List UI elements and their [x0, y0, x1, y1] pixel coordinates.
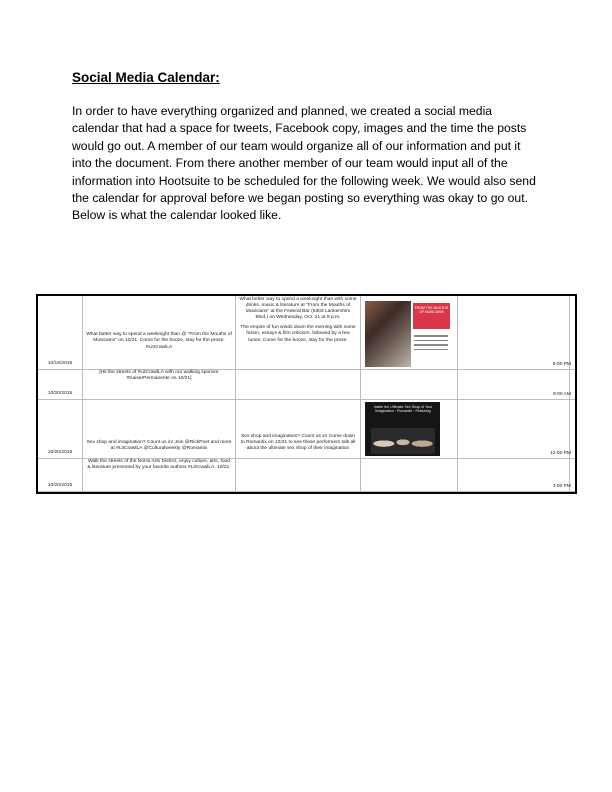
poster-title-block: FROM THE MOUTHS OF MUSICIANS	[413, 303, 450, 329]
time-label: 3:00 PM	[552, 484, 571, 489]
time-label: 12:00 PM	[550, 451, 571, 456]
image-cell	[361, 458, 458, 491]
table-row	[38, 296, 575, 370]
tweet-text: Walk the streets of the NoHo Arts District, enjoy culture, arts, food & literature presented by your favorite authors #LitCrawlLA, 10/21.	[87, 459, 231, 471]
empty-cell	[458, 399, 570, 458]
page-heading: Social Media Calendar:	[72, 70, 220, 85]
facebook-text: The empire of fun winds down the evening with some fiction, essays & film criticism, followed by a few tunes. Come for the booze, stay for the prose.	[240, 325, 356, 343]
tweet-cell	[83, 399, 236, 458]
date-cell: 10/20/2015	[38, 458, 83, 491]
tweet-cell	[83, 296, 236, 369]
table-row	[38, 369, 575, 400]
time-cell	[570, 458, 579, 491]
tweet-text: What better way to spend a weeknight than @ "From the Mouths of Musicians" on 10/21. Come for the booze, stay for the prose. #LitCrawlLA	[86, 332, 232, 350]
date-cell: 10/20/2015	[38, 399, 83, 458]
romantix-poster-image	[365, 402, 440, 456]
musicians-poster-image	[365, 301, 451, 367]
musician-photo	[365, 301, 411, 367]
facebook-text: What better way to spend a weeknight than with some drinks, music & literature at "From the Mouths of Musicians" at the Federal Bar (5303 Lankershim Blvd.) on Wednesday, Oct. 21 at 9 p.m.	[239, 297, 357, 321]
image-cell	[361, 369, 458, 399]
facebook-cell	[236, 369, 361, 399]
poster-text-lines	[414, 335, 448, 353]
intro-paragraph: In order to have everything organized and planned, we created a social media calendar that had a space for tweets, Facebook copy, images and the time the posts would go out. A member of our team would organize all of our information and put it into the document. From there another member of our team would input all of the information into Hootsuite to be scheduled for the following week. We would also send the calendar for approval before we began posting so everything was okay to go out. Below is what the calendar looked like.	[72, 104, 536, 223]
empty-cell	[458, 296, 570, 369]
tweet-cell	[83, 458, 236, 491]
facebook-cell	[236, 458, 361, 491]
performers-photo	[371, 428, 435, 454]
facebook-cell	[236, 399, 361, 458]
tweet-cell	[83, 369, 236, 399]
time-label: 6:00 PM	[552, 362, 571, 367]
tweet-text: Sex shop and imagination? Count us in! Join @RickPoet and more at #LitCrawlLA @Culturalweekly @Romantix	[86, 439, 232, 451]
time-cell	[570, 296, 579, 369]
time-cell	[570, 369, 579, 399]
table-row	[38, 458, 575, 492]
poster-title: Inside the Ultimate Sex Shop of Your Imagination · Romantix · Featuring	[373, 405, 433, 414]
facebook-cell	[236, 296, 361, 369]
time-cell	[570, 399, 579, 458]
date-cell: 10/19/2015	[38, 296, 83, 369]
tweet-text: [Hit the streets of #LitCrawlLA with our walking sponsor #KaiserPermanente on 10/21]	[99, 370, 219, 382]
facebook-text: Sex shop and imagination? Count us in! Come down to Romantix on 10/21 to see these performers talk all about the ultimate sex shop of their imagination	[240, 433, 356, 451]
social-media-calendar-table	[36, 294, 577, 494]
table-row	[38, 399, 575, 459]
time-label: 9:00 AM	[553, 392, 571, 397]
date-cell: 10/20/2015	[38, 369, 83, 399]
